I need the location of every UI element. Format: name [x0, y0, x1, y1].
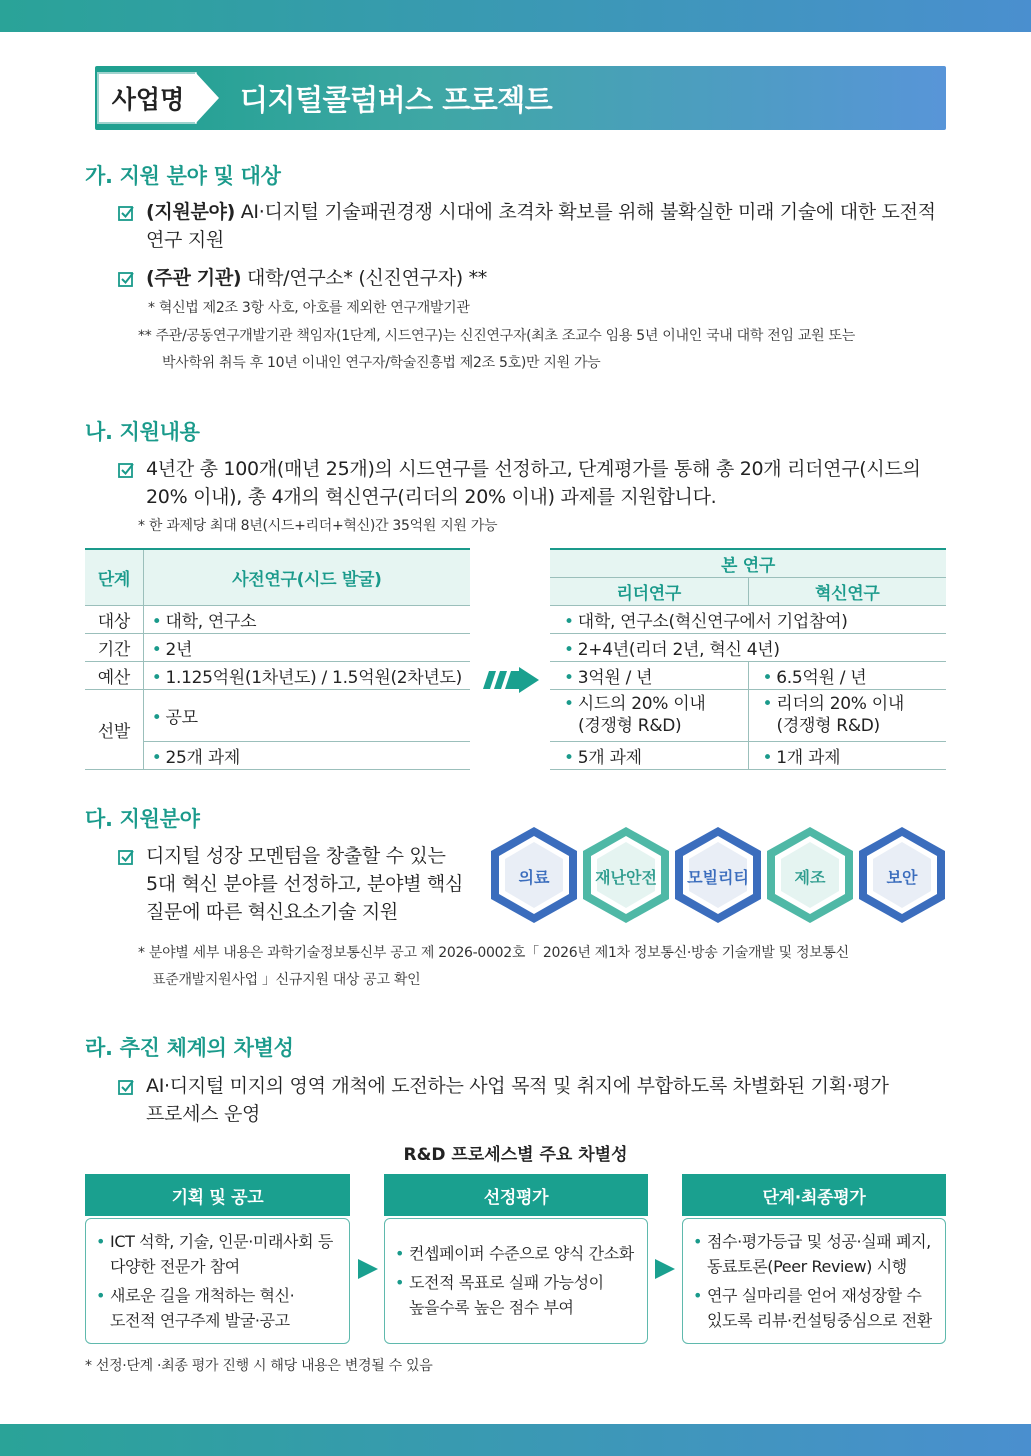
process-box-selection	[384, 1218, 648, 1344]
support-content-1: 4년간 총 100개(매년 25개)의 시드연구를 선정하고, 단계평가를 통해 총 20개 리더연구(시드의	[146, 458, 921, 480]
list-item: • ICT 석학, 기술, 인문·미래사회 등 다양한 전문가 참여	[90, 1229, 343, 1279]
process-head-final: 단계·최종평가	[682, 1174, 946, 1216]
leader-budget-cell: • 3억원 / 년	[550, 661, 748, 689]
process-head-selection: 선정평가	[384, 1174, 648, 1216]
leader-count-cell: • 5개 과제	[550, 741, 748, 769]
list-item: • 연구 실마리를 얻어 재성장할 수 있도록 리뷰·컨설팅중심으로 전환	[687, 1283, 941, 1333]
field-text-1: 디지털 성장 모멘텀을 창출할 수 있는	[146, 845, 446, 867]
innovation-header: 혁신연구	[748, 577, 946, 605]
row-label: 대상	[85, 605, 143, 633]
process-footnote: * 선정·단계 ·최종 평가 진행 시 해당 내용은 변경될 수 있음	[85, 1358, 433, 1374]
main-research-header: 본 연구	[550, 549, 946, 577]
project-tag	[97, 72, 221, 124]
support-content-note: * 한 과제당 최대 8년(시드+리더+혁신)간 35억원 지원 가능	[138, 518, 498, 534]
section-b-heading: 나. 지원내용	[85, 420, 200, 444]
process-arrow-icon	[655, 1259, 675, 1279]
stage-header: 단계	[85, 549, 143, 605]
row-value: • 1.125억원(1차년도) / 1.5억원(2차년도)	[143, 661, 470, 689]
support-content-2: 20% 이내), 총 4개의 혁신연구(리더의 20% 이내) 과제를 지원합니다.	[146, 486, 717, 508]
field-note-1: * 분야별 세부 내용은 과학기술정보통신부 공고 제 2026-0002호「 2026년 제1차 정보통신·방송 기술개발 및 정보통신	[138, 945, 849, 961]
list-item: • 점수·평가등급 및 성공·실패 폐지, 동료토론(Peer Review) 시행	[687, 1229, 941, 1279]
leader-header: 리더연구	[550, 577, 748, 605]
hex-mobility: 모빌리티	[670, 824, 766, 926]
top-decor-bar	[0, 0, 1031, 32]
check-icon	[118, 849, 135, 866]
hex-disaster-safety: 재난안전	[578, 824, 674, 926]
list-item: • 컨셉페이퍼 수준으로 양식 간소화	[389, 1241, 641, 1266]
process-subtitle: R&D 프로세스별 주요 차별성	[403, 1145, 628, 1165]
hex-manufacturing: 제조	[762, 824, 858, 926]
period-cell: • 2+4년(리더 2년, 혁신 4년)	[550, 633, 946, 661]
double-arrow-icon	[483, 667, 539, 693]
row-label: 선발	[85, 689, 143, 769]
seed-table	[85, 548, 470, 770]
note-researcher-2: 박사학위 취득 후 10년 이내인 연구자/학술진흥법 제2조 5호)만 지원 가능	[162, 355, 601, 371]
innovation-selection-cell: • 리더의 20% 이내 (경쟁형 R&D)	[748, 689, 946, 741]
section-c-heading: 다. 지원분야	[85, 807, 200, 831]
field-text-3: 질문에 따른 혁신요소기술 지원	[146, 901, 398, 923]
section-d-heading: 라. 추진 체계의 차별성	[85, 1036, 294, 1060]
process-arrow-icon	[358, 1259, 378, 1279]
innovation-count-cell: • 1개 과제	[748, 741, 946, 769]
row-value: • 공모	[143, 689, 470, 741]
target-cell: • 대학, 연구소(혁신연구에서 기업참여)	[550, 605, 946, 633]
row-value: • 대학, 연구소	[143, 605, 470, 633]
system-text-1: AI·디지털 미지의 영역 개척에 도전하는 사업 목적 및 취지에 부합하도록 차별화된 기획·평가	[146, 1075, 889, 1097]
support-field-text: (지원분야) AI·디지털 기술패권경쟁 시대에 초격차 확보를 위해 불확실한 미래 기술에 대한 도전적	[146, 201, 936, 223]
hex-medical: 의료	[486, 824, 582, 926]
row-value: • 2년	[143, 633, 470, 661]
process-box-final	[682, 1218, 946, 1344]
note-researcher-1: ** 주관/공동연구개발기관 책임자(1단계, 시드연구)는 신진연구자(최초 조교수 임용 5년 이내인 국내 대학 전임 교원 또는	[138, 328, 855, 344]
process-head-planning: 기획 및 공고	[85, 1174, 350, 1216]
check-icon	[118, 1079, 135, 1096]
process-box-planning	[85, 1218, 350, 1344]
bottom-decor-bar	[0, 1424, 1031, 1456]
host-org-text: (주관 기관) 대학/연구소* (신진연구자) **	[146, 267, 487, 289]
field-note-2: 표준개발지원사업 」신규지원 대상 공고 확인	[152, 972, 421, 988]
main-research-table	[550, 548, 946, 770]
row-value: • 25개 과제	[143, 741, 470, 769]
hex-security: 보안	[854, 824, 950, 926]
check-icon	[118, 271, 135, 288]
row-label: 예산	[85, 661, 143, 689]
list-item: • 도전적 목표로 실패 가능성이 높을수록 높은 점수 부여	[389, 1270, 641, 1320]
section-a-heading: 가. 지원 분야 및 대상	[85, 164, 281, 188]
project-tag-label: 사업명	[97, 72, 197, 124]
innovation-budget-cell: • 6.5억원 / 년	[748, 661, 946, 689]
check-icon	[118, 462, 135, 479]
system-text-2: 프로세스 운영	[146, 1103, 261, 1125]
note-innovation-law: * 혁신법 제2조 3항 사호, 아호를 제외한 연구개발기관	[148, 300, 470, 316]
field-text-2: 5대 혁신 분야를 선정하고, 분야별 핵심	[146, 873, 464, 895]
row-label: 기간	[85, 633, 143, 661]
seed-header: 사전연구(시드 발굴)	[143, 549, 470, 605]
check-icon	[118, 205, 135, 222]
leader-selection-cell: • 시드의 20% 이내 (경쟁형 R&D)	[550, 689, 748, 741]
support-field-text-2: 연구 지원	[146, 229, 224, 251]
tag-arrow	[195, 72, 219, 124]
list-item: • 새로운 길을 개척하는 혁신· 도전적 연구주제 발굴·공고	[90, 1283, 343, 1333]
project-title: 디지털콜럼버스 프로젝트	[240, 83, 553, 117]
